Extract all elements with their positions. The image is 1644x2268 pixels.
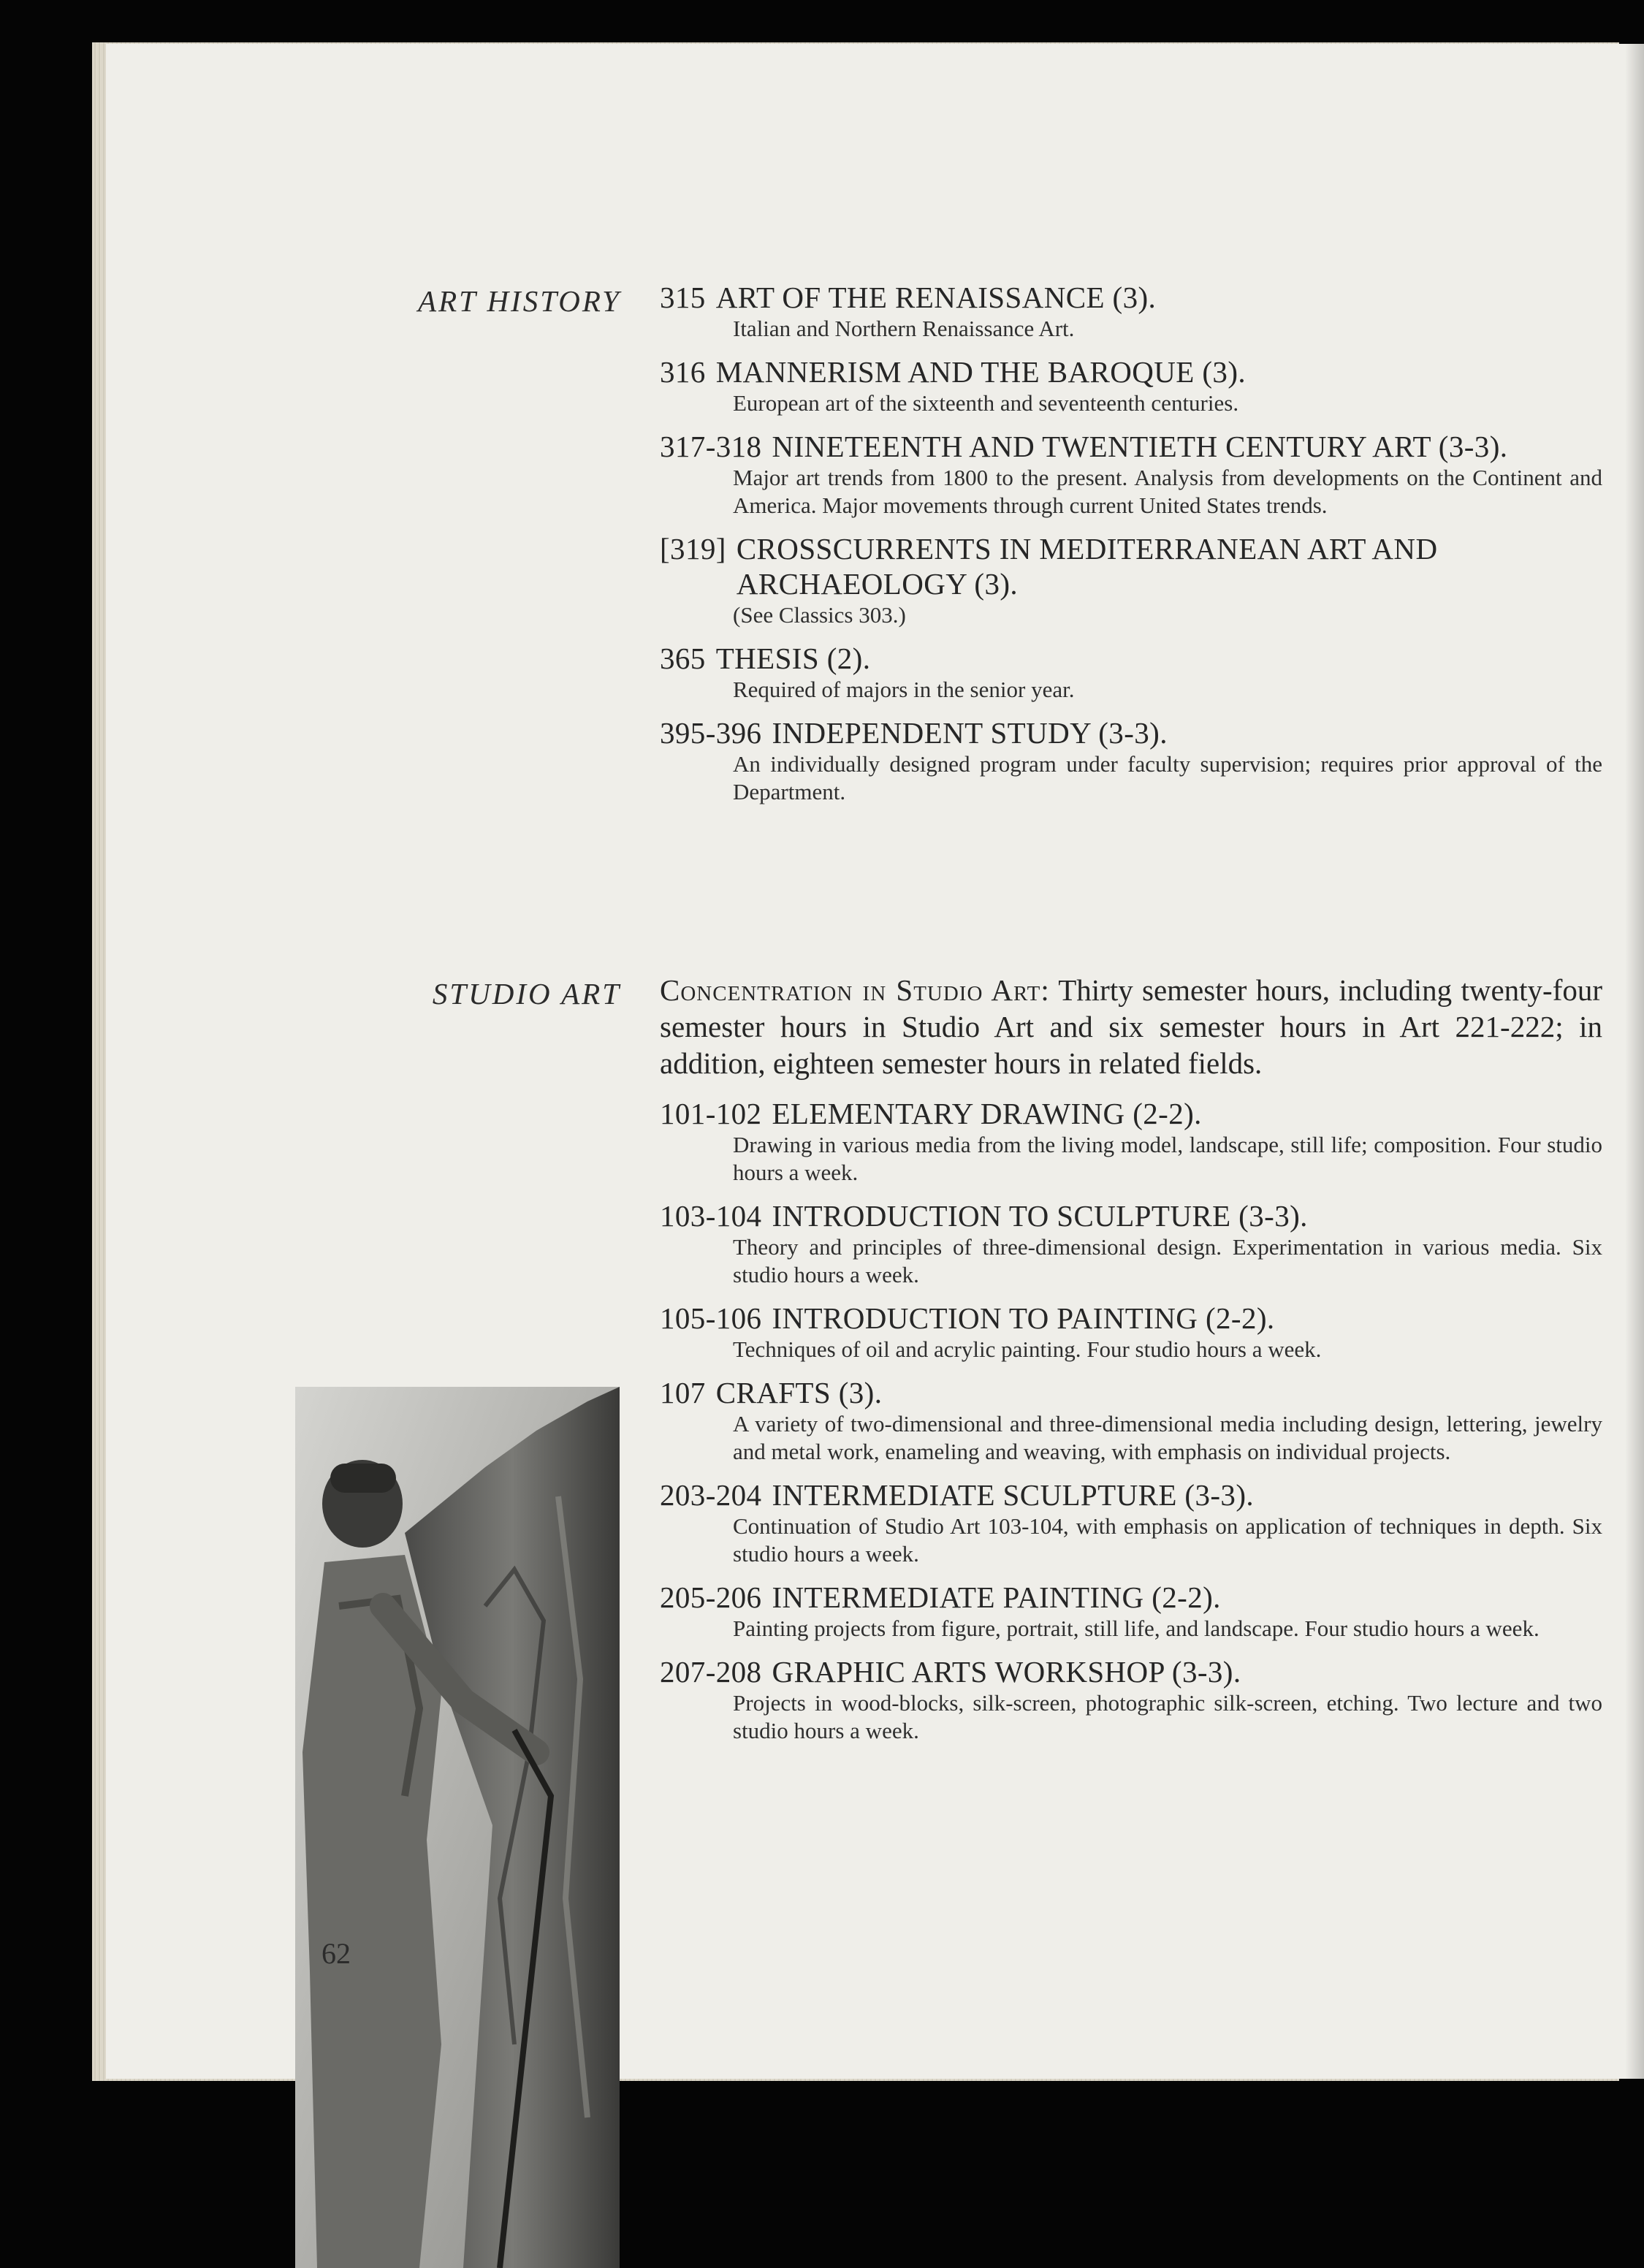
concentration-text: Thirty semester hours, including twenty-four semester hours in Studio Art and six semester hours in Art 221-222; in addition, eighteen semester hours in related fields.	[660, 973, 1602, 1080]
course-heading	[660, 429, 1602, 464]
course-entry	[660, 641, 1602, 704]
course-number: 101-102	[660, 1097, 762, 1130]
course-entry	[660, 1654, 1602, 1745]
course-number: [319]	[660, 532, 726, 566]
course-heading	[660, 280, 1602, 315]
course-number: 315	[660, 281, 706, 314]
course-number: 205-206	[660, 1580, 762, 1614]
course-description: A variety of two-dimensional and three-dimensional media including design, lettering, jewelry and metal work, enameling and weaving, with emphasis on individual projects.	[733, 1411, 1602, 1464]
course-title: INTERMEDIATE SCULPTURE (3-3).	[772, 1478, 1255, 1512]
course-description: An individually designed program under faculty supervision; requires prior approval of the Department.	[733, 751, 1602, 804]
course-entry	[660, 1477, 1602, 1568]
course-heading	[660, 531, 1602, 601]
course-description: Theory and principles of three-dimensional design. Experimentation in various media. Six studio hours a week.	[733, 1234, 1602, 1287]
course-entry	[660, 354, 1602, 417]
course-title: INTERMEDIATE PAINTING (2-2).	[772, 1580, 1221, 1614]
course-description: Italian and Northern Renaissance Art.	[733, 316, 1075, 341]
gutter-shadow	[1625, 44, 1644, 2079]
course-heading	[660, 354, 1602, 389]
course-title: INTRODUCTION TO PAINTING (2-2).	[772, 1301, 1275, 1335]
course-entry	[660, 429, 1602, 520]
course-description: Drawing in various media from the living model, landscape, still life; composition. Four studio hours a week.	[733, 1132, 1602, 1185]
course-number: 317-318	[660, 430, 762, 463]
course-title: NINETEENTH AND TWENTIETH CENTURY ART (3-3).	[772, 430, 1508, 463]
course-description: Continuation of Studio Art 103-104, with emphasis on application of techniques in depth. Six studio hours a week.	[733, 1513, 1602, 1567]
course-entry	[660, 715, 1602, 806]
course-description: Projects in wood-blocks, silk-screen, photographic silk-screen, etching. Two lecture and two studio hours a week.	[733, 1690, 1602, 1743]
course-number: 207-208	[660, 1655, 762, 1689]
course-heading	[660, 1654, 1602, 1689]
course-number: 203-204	[660, 1478, 762, 1512]
course-entry	[660, 1301, 1602, 1363]
course-description: Techniques of oil and acrylic painting. Four studio hours a week.	[733, 1336, 1322, 1362]
concentration-lead: Concentration in Studio Art:	[660, 973, 1050, 1007]
course-title: CROSSCURRENTS IN MEDITERRANEAN ART AND ARCHAEOLOGY (3).	[736, 532, 1438, 601]
course-heading	[660, 641, 1602, 676]
course-entry	[660, 1375, 1602, 1466]
studio-art-section	[660, 972, 1602, 1757]
course-number: 395-396	[660, 716, 762, 750]
course-title: ART OF THE RENAISSANCE (3).	[715, 281, 1157, 314]
course-title: MANNERISM AND THE BAROQUE (3).	[715, 355, 1247, 389]
course-title: GRAPHIC ARTS WORKSHOP (3-3).	[772, 1655, 1241, 1689]
course-heading	[660, 715, 1602, 750]
course-number: 107	[660, 1376, 706, 1409]
course-number: 316	[660, 355, 706, 389]
course-entry	[660, 1580, 1602, 1643]
course-description: Painting projects from figure, portrait, still life, and landscape. Four studio hours a week.	[733, 1616, 1540, 1641]
course-entry	[660, 280, 1602, 343]
art-history-course-list	[660, 280, 1602, 818]
course-description: European art of the sixteenth and seventeenth centuries.	[733, 390, 1239, 416]
course-heading	[660, 1096, 1602, 1131]
course-heading	[660, 1375, 1602, 1410]
course-entry	[660, 1096, 1602, 1187]
page-number: 62	[321, 1937, 351, 1970]
sculptor-photo	[295, 1387, 620, 2268]
course-number: 365	[660, 642, 706, 675]
course-entry	[660, 1198, 1602, 1289]
course-number: 105-106	[660, 1301, 762, 1335]
course-title: INDEPENDENT STUDY (3-3).	[772, 716, 1168, 750]
course-title: THESIS (2).	[715, 642, 871, 675]
course-number: 103-104	[660, 1199, 762, 1233]
concentration-requirement	[660, 972, 1602, 1081]
course-title: ELEMENTARY DRAWING (2-2).	[772, 1097, 1202, 1130]
course-title: CRAFTS (3).	[715, 1376, 883, 1409]
course-description: Required of majors in the senior year.	[733, 677, 1075, 702]
section-label-studio-art: STUDIO ART	[432, 977, 621, 1011]
section-label-art-history: ART HISTORY	[418, 284, 621, 318]
course-description: (See Classics 303.)	[733, 602, 906, 628]
course-entry	[660, 531, 1602, 629]
course-title: INTRODUCTION TO SCULPTURE (3-3).	[772, 1199, 1308, 1233]
course-description: Major art trends from 1800 to the present. Analysis from developments on the Continent and America. Major movements through current United States trends.	[733, 465, 1602, 518]
course-heading	[660, 1477, 1602, 1512]
course-heading	[660, 1580, 1602, 1615]
course-heading	[660, 1198, 1602, 1233]
course-heading	[660, 1301, 1602, 1336]
